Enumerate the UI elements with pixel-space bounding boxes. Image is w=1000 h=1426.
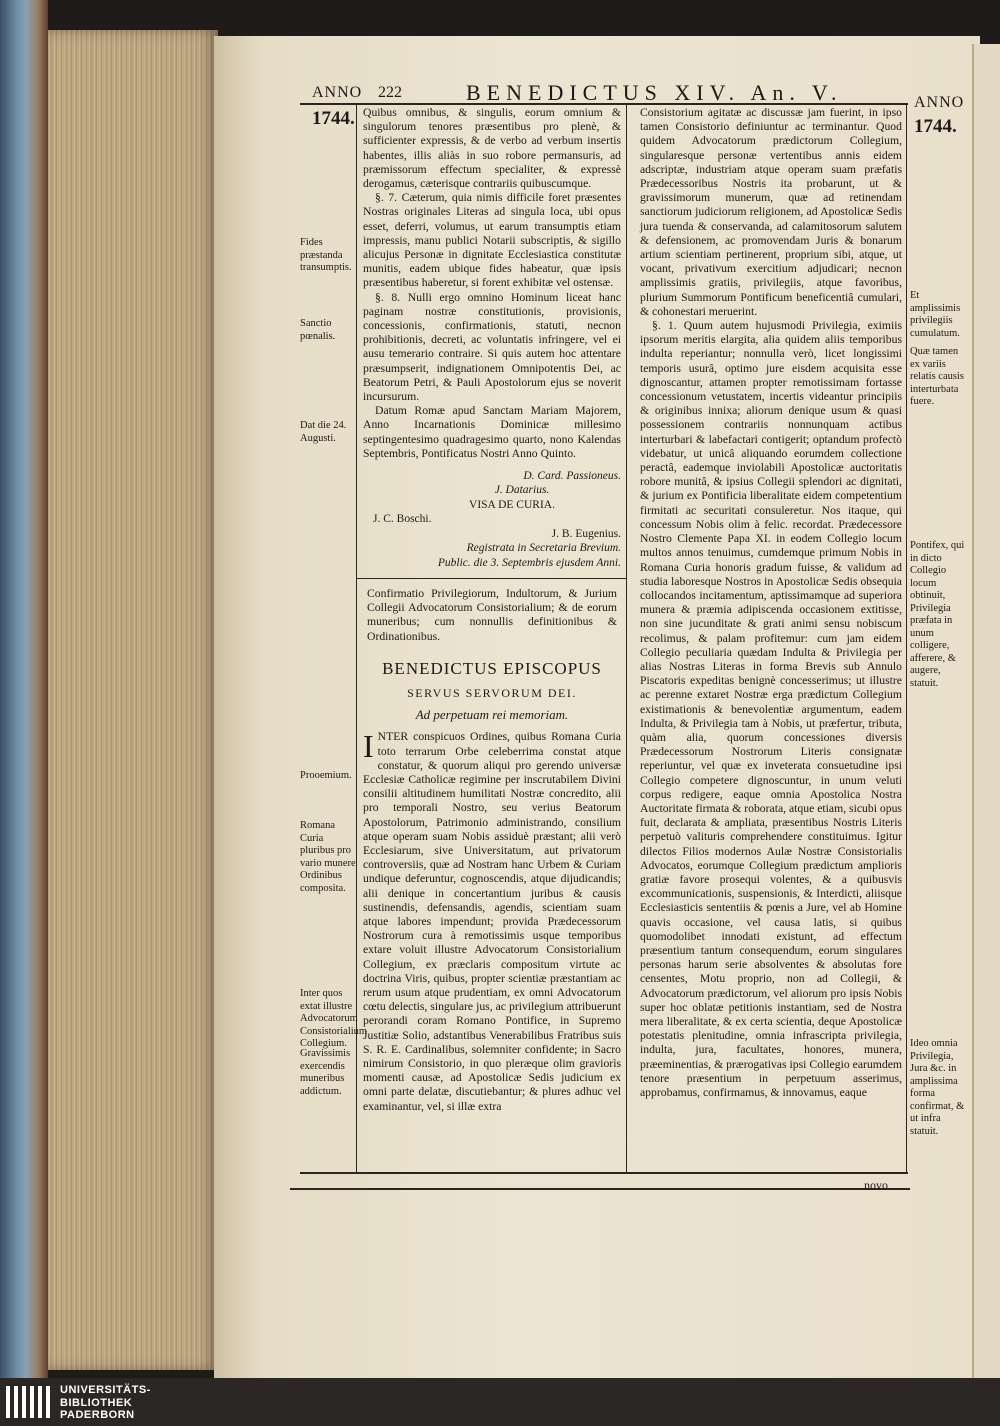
library-name-line: BIBLIOTHEK bbox=[60, 1396, 133, 1409]
signature-line: J. C. Boschi. bbox=[373, 513, 432, 526]
page-bottom-rule bbox=[290, 1188, 910, 1190]
document-subheading: SERVUS SERVORUM DEI. bbox=[407, 685, 577, 700]
text-bottom-rule bbox=[300, 1172, 908, 1174]
document-heading: BENEDICTUS EPISCOPUS bbox=[382, 658, 602, 678]
facing-page-edge bbox=[972, 44, 1000, 1378]
right-column-rule bbox=[906, 103, 907, 1172]
signature-line: J. B. Eugenius. bbox=[551, 527, 621, 540]
paragraph-section-8: §. 8. Nulli ergo omnino Hominum liceat hanc paginam nostræ constitutionis, provisionis, concessionis, confirmationis, statuti, necnon prohibitionis, decreti, ac voluntatis infringere, vel ei ausu temerario contraire. Si quis autem hoc attentare præsumpserit, indignationem Omnipotentis Dei, ac Beatorum Petri, & Pauli Apostolorum ejus se noverit incursurum. bbox=[363, 290, 621, 404]
library-name bbox=[60, 1384, 151, 1422]
margin-note: Inter quos extat illustre Advocatorum Consistorialium Collegium. bbox=[300, 988, 368, 1049]
margin-note: Gravissimis exercendis muneribus addictum. bbox=[300, 1048, 351, 1097]
page-number: 222 bbox=[378, 84, 402, 101]
prooemium-text: NTER conspicuos Ordines, quibus Romana Curia toto terrarum Orbe celeberrima constat atque constatur, & quorum aliqui pro gerendo universæ Ecclesiæ Catholicæ regimine per inscrutabilem Divini consilii altitudinem humilitati Nostræ concredito, alii pro temporali Nostro, seu verius Beatorum Apostolorum, Patrimonio administrando, consilium atque operam suam Nobis assiduè præstant; alii verò Ecclesiarum, sive Universitatum, aut privatorum controversiis, quæ ad Nostram hanc Urbem & Curiam undique deferuntur, cognoscendis, atque dijudicandis; alii denique in concertantium juribus & causis sustinendis, defensandis, agendis, scientiam suam atque labores impendunt; provida Prædecessorum Nostrorum cura à remotissimis usque temporibus extare voluit illustre Advocatorum Consistorialium Collegium, ex præclaris compositum virtute ac doctrina Viris, quibus, propter scientiæ præstantiam ac rerum usum atque prudentiam, ex omni Advocatorum cœtu delectis, singulare jus, ac privilegium attribuerunt perorandi coram Romano Pontifice, in Supremo Justitiæ Solio, adstantibus Venerabilibus Fratribus suis S. R. E. Cardinalibus, solemniter confidente; in Sacro nimirum Consistorio, in quo pleræque olim graviorìs momenti causæ, ad Apostolicæ Sedis judicium ex omni parte delatæ, discutiebantur; & plures adhuc vel examinantur, vel, si illæ extra bbox=[363, 730, 621, 1113]
margin-note: Prooemium. bbox=[300, 770, 352, 781]
margin-note: Quæ tamen ex variis relatis causis interturbata fuere. bbox=[910, 346, 964, 407]
year-left: 1744. bbox=[312, 108, 355, 129]
paragraph-section-7: §. 7. Cæterum, quia nimis difficile foret præsentes Nostras originales Literas ad singula loca, ubi opus esset, deferri, volumus, ut earum transumptis etiam impressis, manu publici Notarii subscriptis, & sigillo alicujus Personæ in dignitate Ecclesiastica constitutæ munitis, eadem ubique fides habeatur, quæ ipsis præsentibus haberetur, si forent exhibitæ vel ostensæ. bbox=[363, 191, 621, 290]
signature-line: Public. die 3. Septembris ejusdem Anni. bbox=[437, 556, 621, 569]
signature-line: D. Card. Passioneus. bbox=[523, 470, 621, 483]
catchword: novo bbox=[864, 1178, 888, 1192]
margin-note: Fides præstanda transumptis. bbox=[300, 237, 352, 273]
summary-rubric: Confirmatio Privilegiorum, Indultorum, & Jurium Collegii Advocatorum Consistorialium; & de eorum muneribus; cum nonnullis definitionibus & Ordinationibus. bbox=[367, 586, 617, 643]
library-name-line: UNIVERSITÄTS- bbox=[60, 1384, 151, 1396]
section-divider bbox=[357, 578, 627, 579]
column-divider bbox=[626, 103, 627, 1172]
library-logo-icon bbox=[4, 1382, 54, 1422]
left-text-column bbox=[363, 106, 621, 1114]
library-name-line: PADERBORN bbox=[60, 1409, 135, 1421]
margin-note: Sanctio pœnalis. bbox=[300, 318, 336, 342]
left-column-rule bbox=[356, 103, 357, 1172]
signature-line: VISA DE CURIA. bbox=[469, 498, 555, 511]
margin-note: Dat die 24. Augusti. bbox=[300, 420, 347, 444]
page-edges bbox=[48, 30, 218, 1370]
running-title: BENEDICTUS XIV. An. V. bbox=[466, 80, 843, 105]
margin-note: Et amplissimis privilegiis cumulatum. bbox=[910, 290, 961, 339]
margin-note: Pontifex, qui in dicto Collegio locum obtinuit, Privilegia præfata in unum colligere, afferere, & augere, statuit. bbox=[910, 540, 965, 689]
paragraph-prooemium bbox=[363, 730, 621, 1113]
signatures bbox=[363, 469, 621, 570]
paragraph-datum: Datum Romæ apud Sanctam Mariam Majorem, Anno Incarnationis Dominicæ millesimo septingentesimo quadragesimo quarto, nono Kalendas Septembris, Pontificatus Nostri Anno Quinto. bbox=[363, 404, 621, 460]
paragraph: Quibus omnibus, & singulis, eorum omnium & singulorum tenores præsentibus pro plenè, & sufficienter expressis, & de verbo ad verbum insertis habentes, illis aliàs in suo robore permansuris, ad præmissorum effectum specialiter, & expressè derogamus, cæterisque contrariis quibuscumque. bbox=[363, 106, 621, 191]
drop-cap: I bbox=[363, 728, 374, 765]
paragraph: Consistorium agitatæ ac discussæ jam fuerint, in ipso tamen Consistorio definiuntur ac terminantur. Quod quidem Advocatorum prædictorum Collegium, singularesque personæ vertentibus annis eidem adscriptæ, industriam atque operam suam præfatis Prædecessoribus Nostris ita probarunt, ut & gravissimorum munerum, quæ ad retinendam sanctiorum judiciorum religionem, ad Apostolicæ Sedis jura tuenda & conservanda, ad calamitosorum salutem & defensionem, ac promovendam Juris & bonarum artium scientiam pertinerent, proprium sibi, atque, ut vocant, privativum exercitium adjudicari; necnon amplissimis gratiis, privilegiis, atque favoribus, plurium Summorum Pontificum beneficentiâ cumulari, & cohonestari meruerint. bbox=[640, 106, 902, 318]
year-right: 1744. bbox=[914, 116, 957, 137]
signature-line: Registrata in Secretaria Brevium. bbox=[466, 542, 621, 555]
margin-note: Romana Curia pluribus pro vario munere Ordinibus composita. bbox=[300, 820, 356, 894]
right-text-column bbox=[640, 106, 902, 1100]
perpetuam-line: Ad perpetuam rei memoriam. bbox=[415, 707, 569, 723]
signature-line: J. Datarius. bbox=[494, 484, 550, 497]
book-spine bbox=[0, 0, 48, 1378]
header-anno-left: ANNO bbox=[312, 84, 363, 101]
margin-note: Ideo omnia Privilegia, Jura &c. in amplissima forma confirmat, & ut infra statuit. bbox=[910, 1038, 965, 1137]
header-anno-right: ANNO bbox=[914, 94, 965, 111]
paragraph-section-1: §. 1. Quum autem hujusmodi Privilegia, eximiis ipsorum meritis elargita, alia quidem aliis temporibus indulta reperiantur; nonnulla verò, licet longissimi temporis usurâ, optimo jure eisdem acquisita esse dignoscantur, attamen propter remotissimam fortasse concessionum vetustatem, incertis videantur principiis & originibus innixa; aliorum denique usum & quasi possessionem contrariis nonnunquam actibus interturbari & labefactari contigerit; optandum profectò videbatur, ut unicâ aliquando eorumdem collectione peractâ, eademque inviolabili Apostolicæ auctoritatis robore munitâ, & ipsius Collegii splendori ac dignitati, & jurium ex Pontificia liberalitate eidem competentium firmitati ac securitati consuleretur. Nos itaque, qui concessum Nobis olim à felic. recordat. Prædecessore Nostro Clemente Papa XI. in eodem Collegio locum multos annos tenuimus, cumdemque primum Nobis in Romana Curia honoris gradum fuisse, & validum ad studia laboresque Nostros in Apostolicæ Sedis obsequia collocandos incitamentum, aptissimamque ad superiora munera & præmia adipiscenda occasionem extitisse, non sine jucunditate & grati animi sensu nobiscum recolimus, & palam profitemur: cum jam eidem Collegio peculiaria quædam Indulta & Privilegia per alias Nostras Literas in forma Brevis sub Annulo Piscatoris expeditas benignè concesserimus; ut illustre ac perenne extaret Nostræ erga prædictum Collegium existimationis & benevolentiæ argumentum, eadem Indulta, & Privilegia tam à Nobis, ut præfertur, tributa, quàm alia, quorum concessiones diversis Prædecessorum Nostrorum Literis consignatæ reperiuntur, vel quæ ex inveterata consuetudine ipsi Collegio competere dignoscuntur, in unum veluti corpus redigere, eaque omnia Apostolica Nostra Auctoritate firmata & roborata, atque etiam, sicubi opus fuit, declarata & ampliata, præsentibus Nostris Literis perpetuò valituris comprehendere constituimus. Igitur dilectos Filios modernos Aulæ Nostræ Consistorialis Advocatos, eorumque Collegium prædictum amplioris gratiæ favore prosequi volentes, & a quibusvis excommunicationis, suspensionis, & Interdicti, aliisque Ecclesiasticis sententiis & pœnis a Jure, vel ab Homine quavis occasione, vel causa latis, si quibus quomodolibet innodati existunt, ad effectum præsentium tantum consequendum, eorum singulares personas harum serie absolventes & absolutas fore censentes, Motu proprio, non ad Collegii, & Advocatorum prædictorum, vel aliorum pro ipsis Nobis super hoc oblatæ petitionis instantiam, sed de Nostra mera liberalitate, & ex certa scientia, deque Apostolicæ potestatis plenitudine, omnia infrascripta privilegia, indulta, jura, facultates, honores, munera, præeminentias, & prærogativas ipsi Collegio earumdem tenore præsentium in perpetuum asserimus, approbamus, confirmamus, & innovamus, eaque bbox=[640, 319, 902, 1100]
